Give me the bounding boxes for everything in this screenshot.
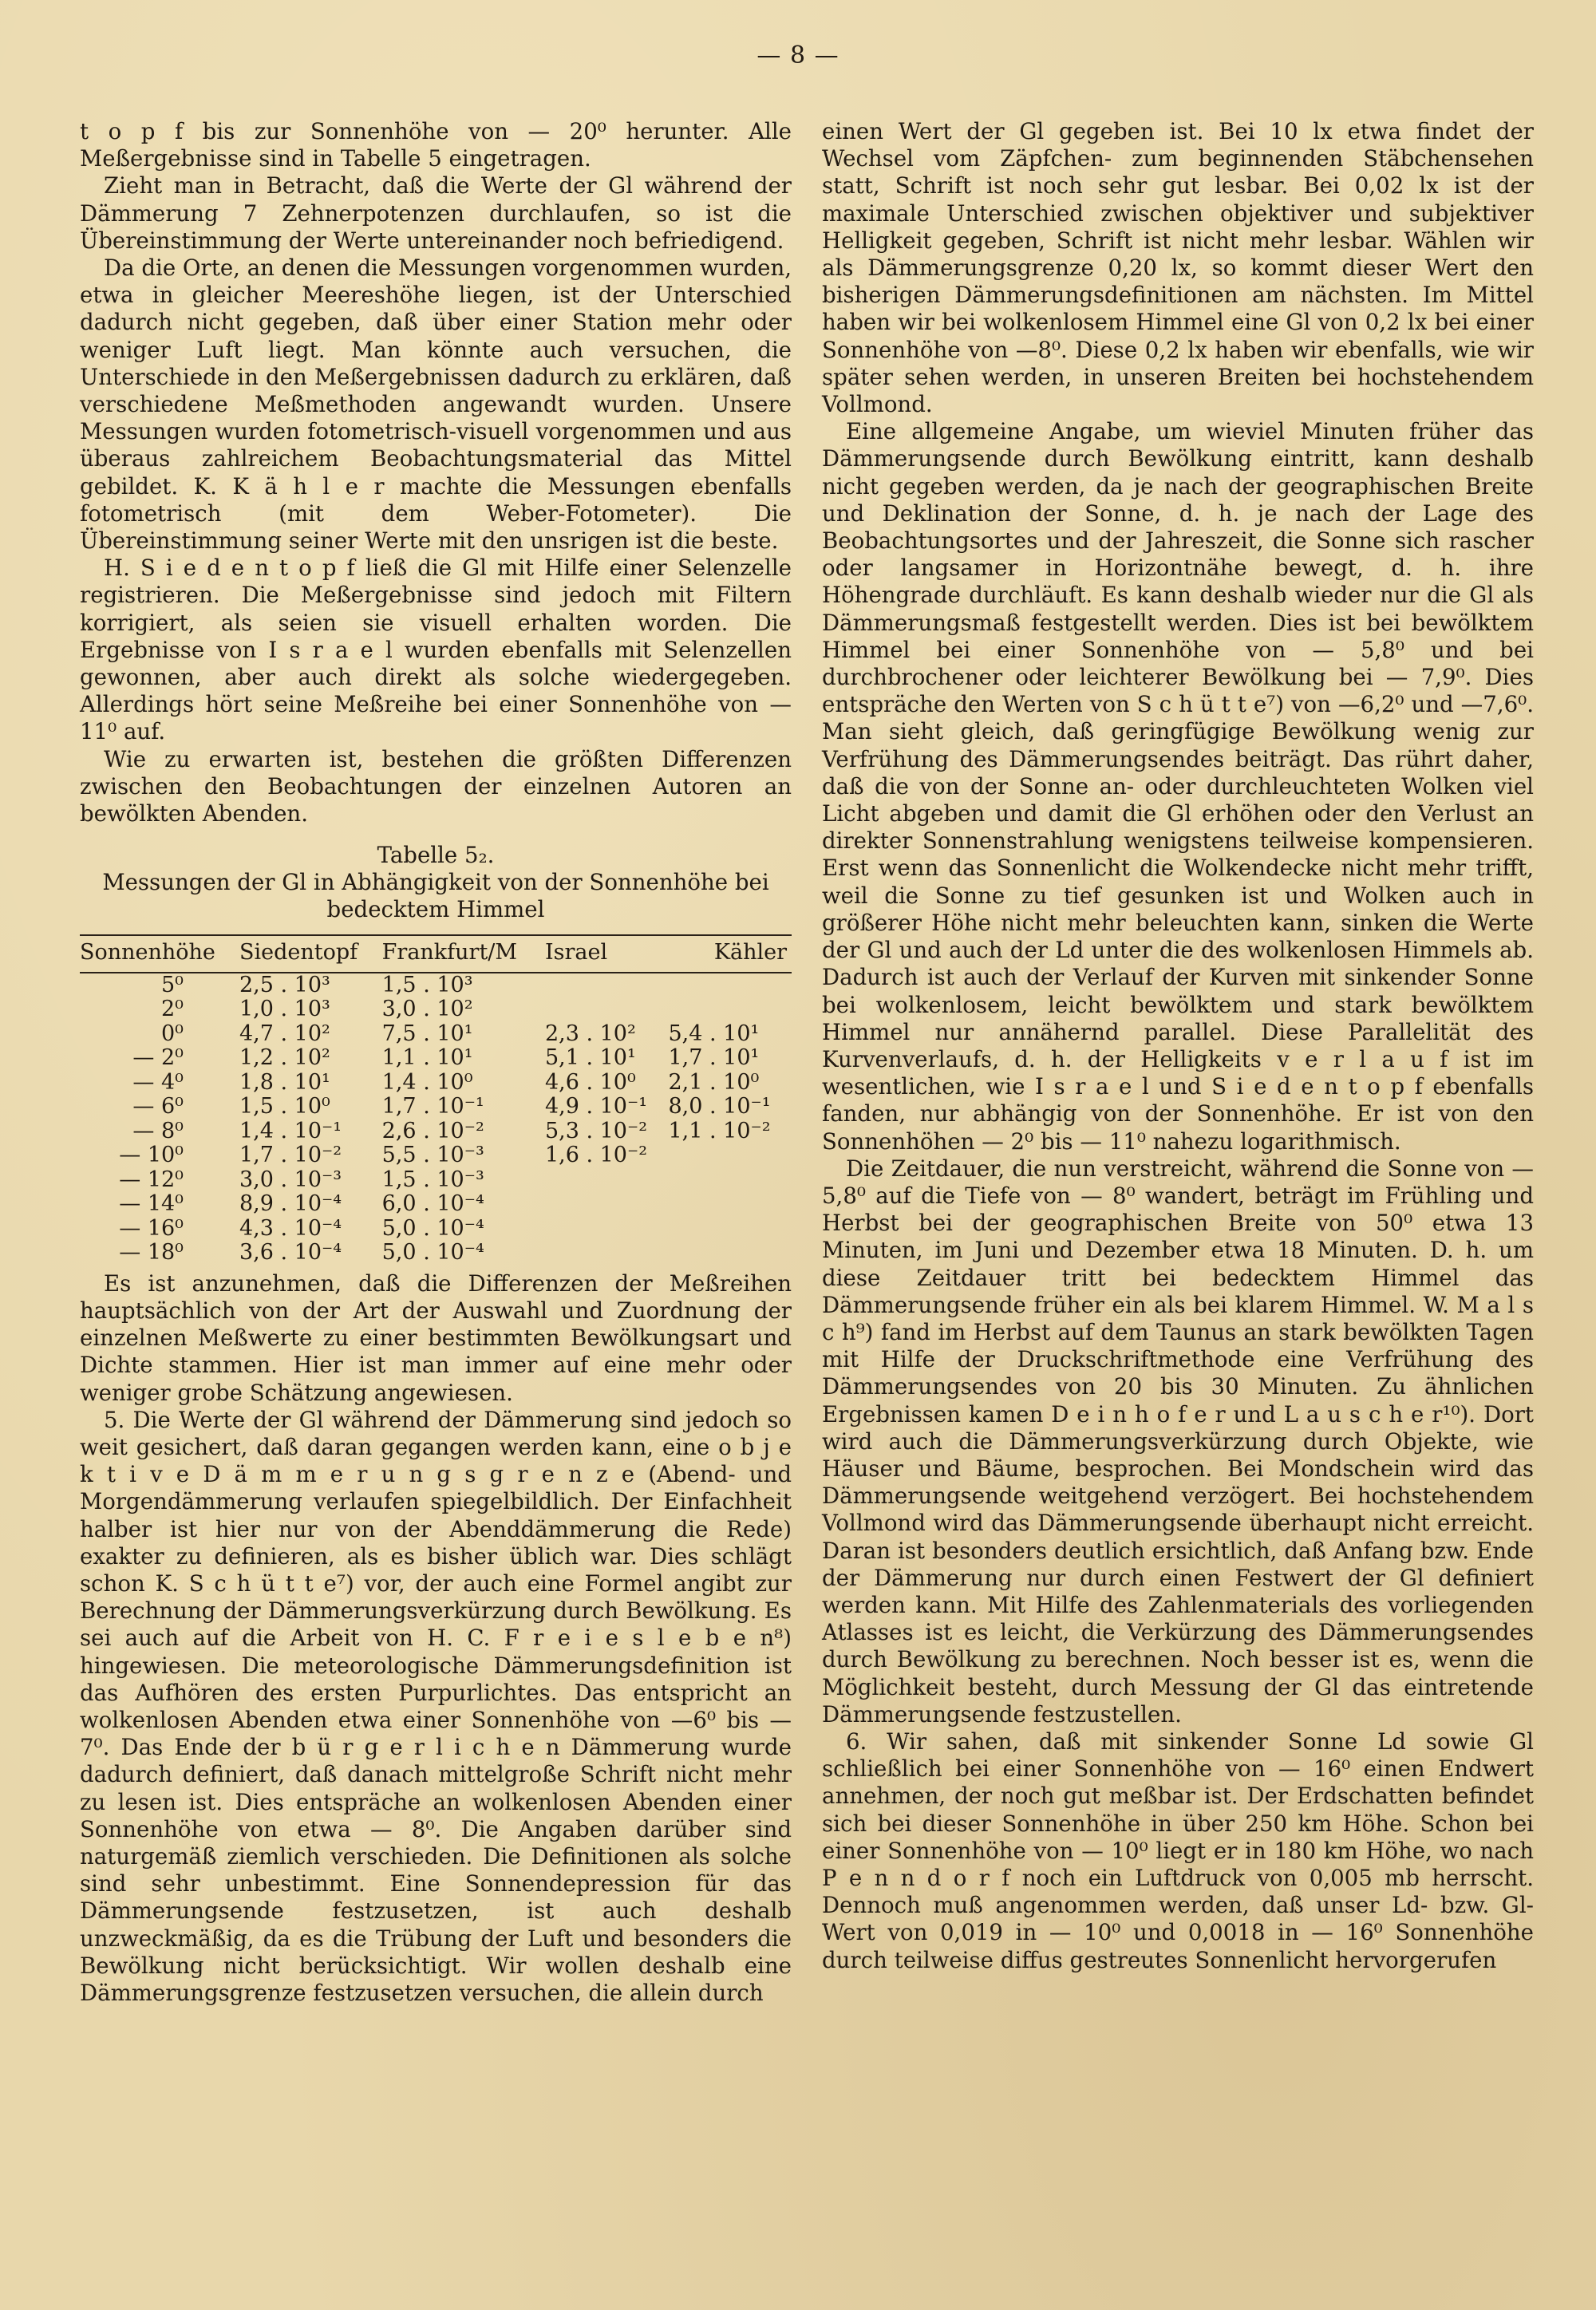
table-cell: — 8⁰	[132, 1118, 184, 1143]
table-row	[80, 1022, 792, 1047]
paragraph: Es ist anzunehmen, daß die Differenzen der Meßreihen hauptsächlich von der Art der Auswahl und Zuordnung der einzelnen Meßwerte zu einer bestimmten Bewölkungsart und Dichte stammen. Hier ist man immer auf eine mehr oder weniger grobe Schätzung angewiesen.	[80, 1270, 792, 1406]
table-row	[80, 1217, 792, 1242]
table-cell: 5,0 . 10⁻⁴	[381, 1240, 484, 1266]
table-caption: Messungen der Gl in Abhängigkeit von der Sonnenhöhe bei bedecktem Himmel	[102, 869, 769, 923]
table-caption-block	[80, 842, 792, 923]
table-cell: 1,5 . 10³	[381, 972, 473, 997]
table-cell: 5,4 . 10¹	[668, 1021, 760, 1046]
table-row	[80, 1119, 792, 1144]
table-cell	[668, 1217, 792, 1242]
table-cell: 2,6 . 10⁻²	[381, 1118, 484, 1143]
table-row	[80, 1192, 792, 1217]
table-row	[80, 1143, 792, 1168]
header-kaehler: Kähler	[668, 935, 792, 973]
table-cell	[668, 1241, 792, 1266]
table-cell: 4,3 . 10⁻⁴	[239, 1215, 342, 1241]
table-cell: 1,1 . 10¹	[381, 1045, 473, 1071]
table-cell: 1,5 . 10⁰	[239, 1094, 330, 1119]
header-israel: Israel	[545, 935, 669, 973]
paragraph: t o p f bis zur Sonnenhöhe von — 20⁰ herunter. Alle Meßergebnisse sind in Tabelle 5 eingetragen.	[80, 118, 792, 172]
table-cell: — 12⁰	[119, 1167, 184, 1192]
table-cell: 1,5 . 10⁻³	[381, 1167, 484, 1192]
table-row	[80, 1241, 792, 1266]
table-title: Tabelle 5₂.	[377, 842, 495, 869]
table-cell	[668, 1192, 792, 1217]
header-siedentopf: Siedentopf	[239, 935, 382, 973]
table-cell: 3,6 . 10⁻⁴	[239, 1240, 342, 1266]
table-cell: 3,0 . 10⁻³	[239, 1167, 342, 1192]
table-cell: 1,4 . 10⁰	[381, 1069, 473, 1095]
table-cell: 5,5 . 10⁻³	[381, 1143, 484, 1168]
table-cell	[545, 997, 669, 1022]
paragraph: Eine allgemeine Angabe, um wieviel Minuten früher das Dämmerungsende durch Bewölkung eintritt, kann deshalb nicht gegeben werden, da je nach der geographischen Breite und Deklination der Sonne, d. h. je nach der Lage des Beobachtungsortes und der Jahreszeit, die Sonne sich rascher oder langsamer in Horizontnähe bewegt, d. h. ihre Höhengrade durchläuft. Es kann deshalb wieder nur die Gl als Dämmerungsmaß festgestellt werden. Dies ist bei bewölktem Himmel bei einer Sonnenhöhe von — 5,8⁰ und bei durchbrochener oder leichterer Bewölkung bei — 7,9⁰. Dies entspräche den Werten von S c h ü t t e⁷) von —6,2⁰ und —7,6⁰. Man sieht gleich, daß geringfügige Bewölkung wenig zur Verfrühung des Dämmerungsendes beiträgt. Das rührt daher, daß die von der Sonne an- oder durchleuchteten Wolken viel Licht abgeben und damit die Gl erhöhen oder den Verlust an direkter Sonnenstrahlung wenigstens teilweise kompensieren. Erst wenn das Sonnenlicht die Wolkendecke nicht mehr trifft, weil die Sonne zu tief gesunken ist und Wolken auch in größerer Höhe nicht mehr beleuchten kann, sinken die Werte der Gl und auch der Ld unter die des wolkenlosen Himmels ab. Dadurch ist auch der Verlauf der Kurven mit sinkender Sonne bei wolkenlosem, leicht bewölktem und stark bewölktem Himmel nur annähernd parallel. Diese Parallelität des Kurvenverlaufs, d. h. der Helligkeits v e r l a u f ist im wesentlichen, wie I s r a e l und S i e d e n t o p f ebenfalls fanden, nur abhängig von der Sonnenhöhe. Er ist von den Sonnenhöhen — 2⁰ bis — 11⁰ nahezu logarithmisch.	[822, 418, 1534, 1155]
table-cell: 5,1 . 10¹	[544, 1045, 636, 1071]
table-cell: 1,6 . 10⁻²	[544, 1143, 648, 1168]
header-frankfurt: Frankfurt/M	[382, 935, 545, 973]
table-row	[80, 1095, 792, 1119]
table-cell	[545, 1217, 669, 1242]
table-cell: 1,7 . 10¹	[668, 1045, 760, 1071]
table-cell	[668, 1168, 792, 1193]
left-column	[80, 118, 792, 2007]
table-row	[80, 973, 792, 998]
table-cell: 1,0 . 10³	[239, 997, 330, 1022]
table-cell: 1,1 . 10⁻²	[668, 1118, 771, 1143]
table-cell: 1,4 . 10⁻¹	[239, 1118, 342, 1143]
table-cell	[668, 973, 792, 998]
table-cell: 5,0 . 10⁻⁴	[381, 1215, 484, 1241]
table-cell: 6,0 . 10⁻⁴	[381, 1191, 484, 1217]
measurement-table	[80, 934, 792, 1266]
table-cell: 7,5 . 10¹	[381, 1021, 473, 1046]
table-cell: — 18⁰	[119, 1240, 184, 1266]
table-cell: 2,5 . 10³	[239, 972, 330, 997]
table-cell: 5⁰	[160, 972, 184, 997]
table-row	[80, 1168, 792, 1193]
table-cell	[545, 1168, 669, 1193]
paragraph: einen Wert der Gl gegeben ist. Bei 10 lx etwa findet der Wechsel vom Zäpfchen- zum beginnenden Stäbchensehen statt, Schrift ist noch sehr gut lesbar. Bei 0,02 lx ist der maximale Unterschied zwischen objektiver und subjektiver Helligkeit gegeben, Schrift ist nicht mehr lesbar. Wählen wir als Dämmerungsgrenze 0,20 lx, so kommt dieser Wert den bisherigen Dämmerungsdefinitionen am nächsten. Im Mittel haben wir bei wolkenlosem Himmel eine Gl von 0,2 lx bei einer Sonnenhöhe von —8⁰. Diese 0,2 lx haben wir ebenfalls, wie wir später sehen werden, in unseren Breiten bei hochstehendem Vollmond.	[822, 118, 1534, 418]
table-cell: 2⁰	[160, 997, 184, 1022]
table-cell	[668, 1143, 792, 1168]
table-row	[80, 997, 792, 1022]
table-row	[80, 1046, 792, 1071]
table-cell: 1,8 . 10¹	[239, 1069, 330, 1095]
paragraph: 6. Wir sahen, daß mit sinkender Sonne Ld sowie Gl schließlich bei einer Sonnenhöhe von — 16⁰ einen Endwert annehmen, der noch gut meßbar ist. Der Erdschatten befindet sich bei dieser Sonnenhöhe in über 250 km Höhe. Schon bei einer Sonnenhöhe von — 10⁰ liegt er in 180 km Höhe, wo nach P e n n d o r f noch ein Luftdruck von 0,005 mb herrscht. Dennoch muß angenommen werden, daß unser Ld- bzw. Gl-Wert von 0,019 in — 10⁰ und 0,0018 in — 16⁰ Sonnenhöhe durch teilweise diffus gestreutes Sonnenlicht hervorgerufen	[822, 1728, 1534, 1973]
table-cell: 4,9 . 10⁻¹	[544, 1094, 648, 1119]
table-cell: 8,9 . 10⁻⁴	[239, 1191, 342, 1217]
table-cell: 1,2 . 10²	[239, 1045, 330, 1071]
table-cell: 2,3 . 10²	[544, 1021, 636, 1046]
table-cell: — 6⁰	[132, 1094, 184, 1119]
table-cell: 2,1 . 10⁰	[668, 1069, 760, 1095]
table-cell: 1,7 . 10⁻¹	[381, 1094, 484, 1119]
paragraph: H. S i e d e n t o p f ließ die Gl mit Hilfe einer Selenzelle registrieren. Die Meßergebnisse sind jedoch mit Filtern korrigiert, als seien sie visuell erhalten worden. Die Ergebnisse von I s r a e l wurden ebenfalls mit Selenzellen gewonnen, aber auch direkt als solche wiedergegeben. Allerdings hört seine Meßreihe bei einer Sonnenhöhe von — 11⁰ auf.	[80, 555, 792, 745]
table-row	[80, 1071, 792, 1096]
table-cell: 3,0 . 10²	[381, 997, 473, 1022]
table-cell: 1,7 . 10⁻²	[239, 1143, 342, 1168]
table-cell: 4,7 . 10²	[239, 1021, 330, 1046]
page-number: — 8 —	[757, 41, 839, 69]
paragraph: Zieht man in Betracht, daß die Werte der Gl während der Dämmerung 7 Zehnerpotenzen durchlaufen, so ist die Übereinstimmung der Werte untereinander noch befriedigend.	[80, 172, 792, 254]
paragraph: 5. Die Werte der Gl während der Dämmerung sind jedoch so weit gesichert, daß daran gegangen werden kann, eine o b j e k t i v e D ä m m e r u n g s g r e n z e (Abend- und Morgendämmerung verlaufen spiegelbildlich. Der Einfachheit halber ist hier nur von der Abenddämmerung die Rede) exakter zu definieren, als es bisher üblich war. Dies schlägt schon K. S c h ü t t e⁷) vor, der auch eine Formel angibt zur Berechnung der Dämmerungsverkürzung durch Bewölkung. Es sei auch auf die Arbeit von H. C. F r e i e s l e b e n⁸) hingewiesen. Die meteorologische Dämmerungsdefinition ist das Aufhören des ersten Purpurlichtes. Das entspricht an wolkenlosen Abenden etwa einer Sonnenhöhe von —6⁰ bis — 7⁰. Das Ende der b ü r g e r l i c h e n Dämmerung wurde dadurch definiert, daß danach mittelgroße Schrift nicht mehr zu lesen ist. Dies entspräche an wolkenlosen Abenden einer Sonnenhöhe von etwa — 8⁰. Die Angaben darüber sind naturgemäß ziemlich verschieden. Die Definitionen als solche sind sehr unbestimmt. Eine Sonnendepression für das Dämmerungsende festzusetzen, ist auch deshalb unzweckmäßig, da es die Trübung der Luft und besonders die Bewölkung nicht berücksichtigt. Wir wollen deshalb eine Dämmerungsgrenze festzusetzen versuchen, die allein durch	[80, 1406, 792, 2007]
table-cell: — 14⁰	[119, 1191, 184, 1217]
table-cell	[545, 1192, 669, 1217]
paragraph: Die Zeitdauer, die nun verstreicht, während die Sonne von — 5,8⁰ auf die Tiefe von — 8⁰ wandert, beträgt im Frühling und Herbst bei der geographischen Breite von 50⁰ etwa 13 Minuten, im Juni und Dezember etwa 18 Minuten. D. h. um diese Zeitdauer tritt bei bedecktem Himmel das Dämmerungsende früher ein als bei klarem Himmel. W. M a l s c h⁹) fand im Herbst auf dem Taunus an stark bewölkten Tagen mit Hilfe der Druckschriftmethode eine Verfrühung des Dämmerungsendes von 20 bis 30 Minuten. Zu ähnlichen Ergebnissen kamen D e i n h o f e r und L a u s c h e r¹⁰). Dort wird auch die Dämmerungsverkürzung durch Objekte, wie Häuser und Bäume, besprochen. Bei Mondschein wird das Dämmerungsende weitgehend verzögert. Bei hochstehendem Vollmond wird das Dämmerungsende überhaupt nicht erreicht. Daran ist besonders deutlich ersichtlich, daß Anfang bzw. Ende der Dämmerung nur durch einen Festwert der Gl definiert werden kann. Mit Hilfe des Zahlenmaterials des vorliegenden Atlasses ist es leicht, die Verkürzung des Dämmerungsendes durch Bewölkung zu berechnen. Noch besser ist es, wenn die Möglichkeit besteht, durch Messung der Gl das eintretende Dämmerungsende festzustellen.	[822, 1155, 1534, 1728]
header-sonnenhoehe: Sonnenhöhe	[80, 935, 239, 973]
table-header-row	[80, 935, 792, 973]
right-column	[822, 118, 1534, 1974]
table-cell: 5,3 . 10⁻²	[544, 1118, 648, 1143]
table-cell: 4,6 . 10⁰	[544, 1069, 636, 1095]
table-cell: — 2⁰	[132, 1045, 184, 1071]
table-cell	[545, 973, 669, 998]
table-cell: — 10⁰	[119, 1143, 184, 1168]
paragraph: Da die Orte, an denen die Messungen vorgenommen wurden, etwa in gleicher Meereshöhe liegen, ist der Unterschied dadurch nicht gegeben, daß über einer Station mehr oder weniger Luft liegt. Man könnte auch versuchen, die Unterschiede in den Meßergebnissen dadurch zu erklären, daß verschiedene Meßmethoden angewandt wurden. Unsere Messungen wurden fotometrisch-visuell vorgenommen und aus überaus zahlreichem Beobachtungsmaterial das Mittel gebildet. K. K ä h l e r machte die Messungen ebenfalls fotometrisch (mit dem Weber-Fotometer). Die Übereinstimmung seiner Werte mit den unsrigen ist die beste.	[80, 255, 792, 555]
table-cell: 8,0 . 10⁻¹	[668, 1094, 771, 1119]
paragraph: Wie zu erwarten ist, bestehen die größten Differenzen zwischen den Beobachtungen der einzelnen Autoren an bewölkten Abenden.	[80, 745, 792, 827]
table-body	[80, 973, 792, 1266]
table-cell	[668, 997, 792, 1022]
table-cell	[545, 1241, 669, 1266]
table-cell: — 4⁰	[132, 1069, 184, 1095]
table-cell: 0⁰	[160, 1021, 184, 1046]
table-cell: — 16⁰	[119, 1215, 184, 1241]
